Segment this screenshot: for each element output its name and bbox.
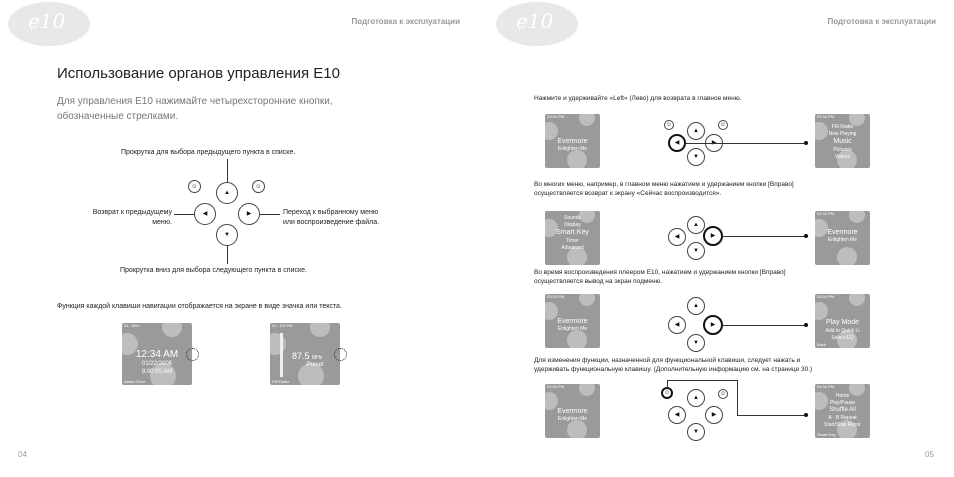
highlight-ring (334, 348, 347, 361)
leader-left (174, 214, 194, 215)
step2-before-screen: Sounds Display Smart Key Timer Advanced (545, 211, 600, 265)
step2-pressed-right: ▶ (703, 226, 723, 246)
e10-logo: e10 (496, 2, 578, 46)
step1-after-screen: 03:34 PM FM Radio Now Playing Music Pictures Videos (815, 114, 870, 168)
leader-up (227, 159, 228, 182)
label-scroll-down: Прокрутка вниз для выбора следующего пункта в списке. (120, 267, 307, 274)
step3-after-screen: 03:34 PM Play Mode Add to Quick Li Select EQ Back (815, 294, 870, 348)
function-note: Функция каждой клавиши навигации отображается на экране в виде значка или текста. (57, 303, 342, 310)
page-number-left: 04 (18, 450, 27, 459)
step2-after-screen: 03:34 PM Evermore Enlighten Me (815, 211, 870, 265)
step1-before-screen: 03:34 PM Evermore Enlighten Me (545, 114, 600, 168)
page-title: Использование органов управления E10 (57, 65, 340, 82)
label-forward: Переход к выбранному меню или воспроизведение файла. (283, 209, 380, 226)
arrow-right-icon: ▶ (246, 211, 252, 217)
nav-up-button[interactable] (216, 182, 238, 204)
step4-before-screen: 03:34 PM Evermore Enlighten Me (545, 384, 600, 438)
leader-right (260, 214, 280, 215)
step4-pressed-func: ☺ (661, 387, 673, 399)
step3-text: Во время воспроизведения плеером E10, нажатием и удержанием кнопки [Вправо] осуществляется вывод на экран подменю. (534, 269, 786, 285)
step3-pressed-right: ▶ (703, 315, 723, 335)
func-right-button[interactable]: ☺ (252, 180, 265, 193)
step2-text: Во многих меню, например, в главном меню нажатием и удержанием кнопки [Вправо] осуществляется возврат к экрану «Сейчас воспроизводится». (534, 181, 794, 197)
e10-logo: e10 (8, 2, 90, 46)
page-subtitle: Для управления E10 нажимайте четырехсторонние кнопки, обозначенные стрелками. (57, 96, 333, 122)
step1-text: Нажмите и удерживайте «Left» (Лево) для возврата в главное меню. (534, 95, 742, 102)
section-header: Подготовка к эксплуатации (351, 17, 460, 26)
page-number-right: 05 (925, 450, 934, 459)
step4-text: Для изменения функции, назначенной для функциональной клавиши, следует нажать и удерживать функциональную клавишу. (Дополнительную информацию см. на странице 30.) (534, 357, 813, 373)
highlight-ring (186, 348, 199, 361)
nav-left-button[interactable] (194, 203, 216, 225)
step4-after-screen: 03:34 PM Home Play/Pause Shuffle All A - B Repeat Start/Stop Recor Smart Key (815, 384, 870, 438)
section-header: Подготовка к эксплуатации (827, 17, 936, 26)
arrow-down-icon: ▼ (224, 232, 230, 238)
clock-screen: 01 : Mon 12:34 AM 01/22/2006 8:00:00 AM Alarm Clear (122, 323, 192, 385)
leader-down (227, 246, 228, 264)
step3-before-screen: 03:34 PM Evermore Enlighten Me (545, 294, 600, 348)
arrow-up-icon: ▲ (224, 190, 230, 196)
radio-screen: 01 : 0.0 PM 87.5 MHz Preset FM Radio (270, 323, 340, 385)
clock-time: 12:34 AM (135, 349, 179, 360)
nav-down-button[interactable] (216, 224, 238, 246)
arrow-left-icon: ◀ (202, 211, 208, 217)
func-left-button[interactable]: ☺ (188, 180, 201, 193)
nav-right-button[interactable] (238, 203, 260, 225)
radio-frequency: 87.5 MHz (292, 351, 323, 361)
label-back: Возврат к предыдущему меню. (92, 209, 172, 226)
step1-pressed-left: ◀ (668, 134, 686, 152)
label-scroll-up: Прокрутка для выбора предыдущего пункта в списке. (121, 149, 296, 156)
